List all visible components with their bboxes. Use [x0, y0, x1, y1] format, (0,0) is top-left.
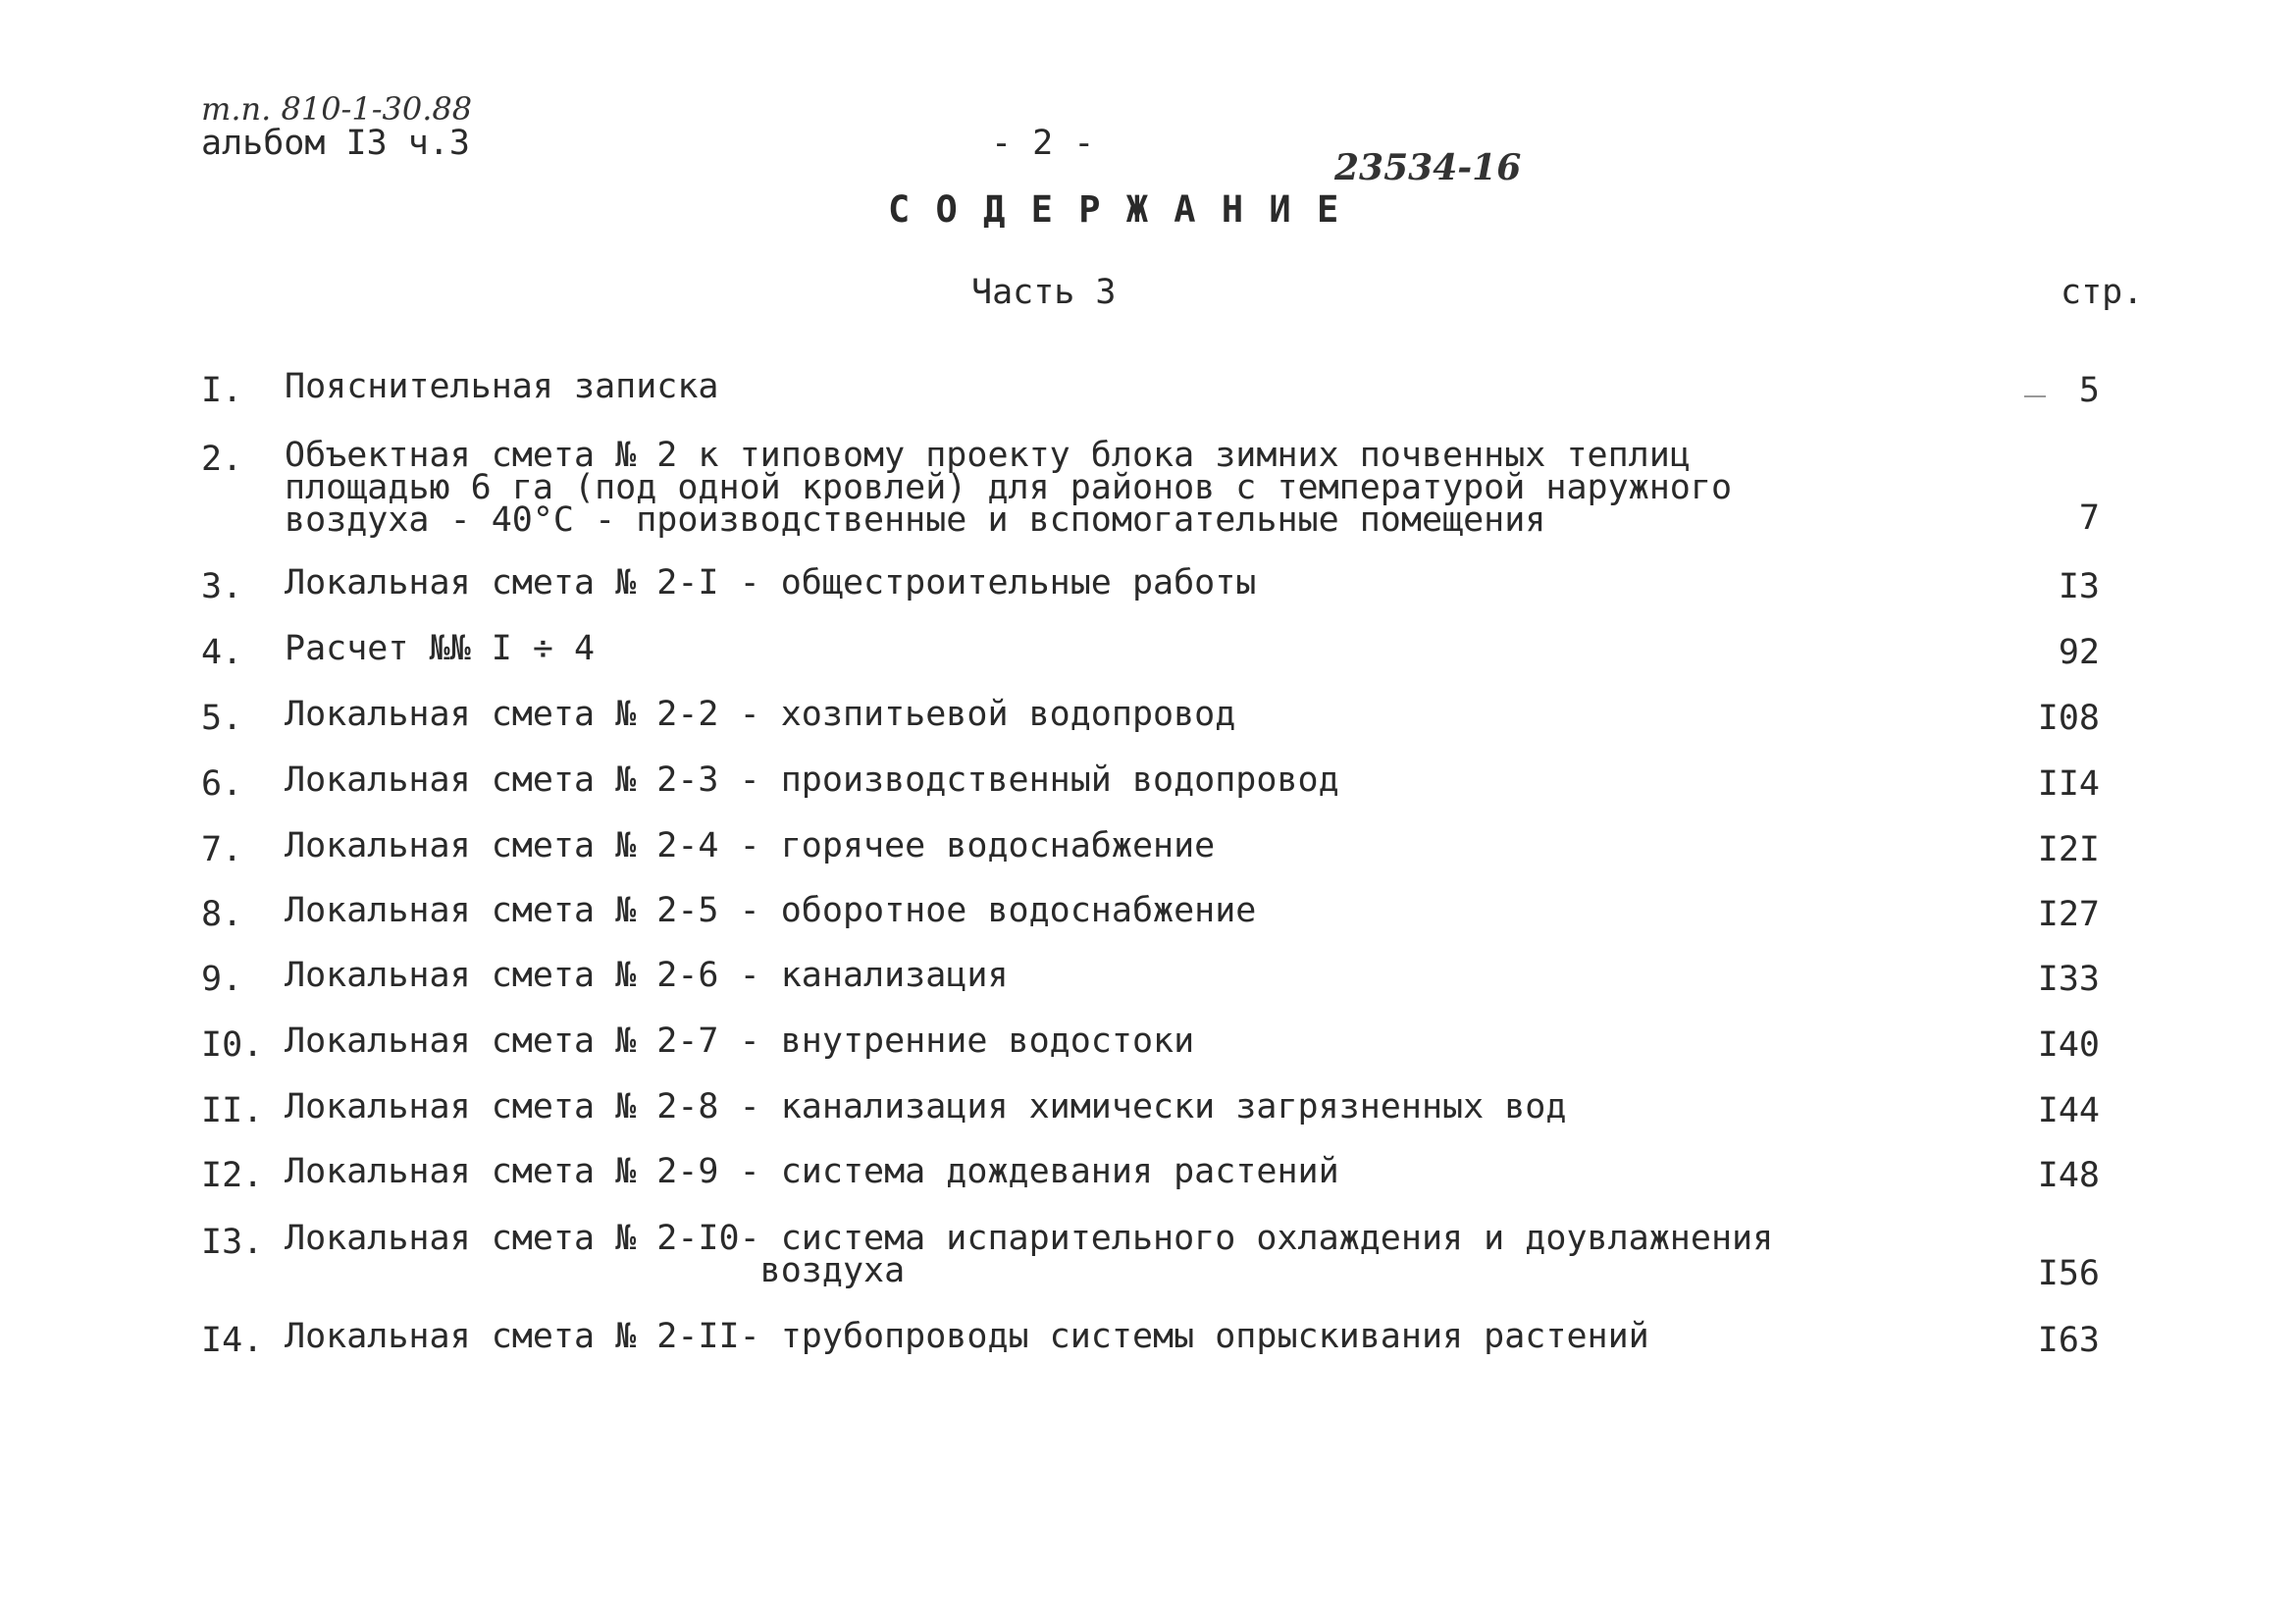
toc-entry-number: 3. [201, 567, 243, 606]
toc-entry-text: Локальная смета № 2-I0- система испарительного охлаждения и доувлажнения [285, 1219, 1774, 1258]
toc-entry-text: Локальная смета № 2-9 - система дождевания растений [285, 1152, 1339, 1191]
toc-entry-page: I48 [2037, 1156, 2100, 1195]
scan-mark [2024, 395, 2046, 397]
page-column-header: стр. [2061, 273, 2144, 312]
toc-entry-number: 5. [201, 699, 243, 738]
toc-entry-text: Локальная смета № 2-6 - канализация [285, 956, 1009, 995]
toc-entry-page: I40 [2037, 1025, 2100, 1065]
toc-entry-number: 2. [201, 440, 243, 479]
toc-entry-text: Локальная смета № 2-5 - оборотное водоснабжение [285, 891, 1257, 930]
toc-entry-page: 7 [2078, 498, 2100, 538]
toc-entry-number: 4. [201, 633, 243, 672]
toc-entry-number: I. [201, 371, 243, 410]
toc-entry-number: I0. [201, 1025, 264, 1065]
page-title: С О Д Е Р Ж А Н И Е [888, 188, 1341, 231]
toc-entry-number: 7. [201, 830, 243, 869]
toc-entry-text: Локальная смета № 2-3 - производственный водопровод [285, 760, 1339, 800]
toc-entry-text: воздуха [285, 1251, 906, 1290]
toc-entry-page: I44 [2037, 1091, 2100, 1130]
page-number: - 2 - [991, 124, 1095, 163]
toc-entry-number: 8. [201, 895, 243, 934]
toc-entry-page: I2I [2037, 830, 2100, 869]
handwritten-reference: т.п. 810-1-30.88 [201, 90, 473, 128]
toc-entry-page: I63 [2037, 1321, 2100, 1360]
toc-entry-page: I56 [2037, 1254, 2100, 1293]
toc-entry-text: Локальная смета № 2-2 - хозпитьевой водопровод [285, 695, 1236, 734]
toc-entry-page: II4 [2037, 764, 2100, 804]
toc-entry-page: I27 [2037, 895, 2100, 934]
toc-entry-page: I33 [2037, 960, 2100, 999]
part-label: Часть 3 [971, 273, 1117, 312]
toc-entry-text: Локальная смета № 2-I - общестроительные работы [285, 563, 1257, 602]
toc-entry-number: I3. [201, 1223, 264, 1262]
toc-entry-number: 6. [201, 764, 243, 804]
toc-entry-text: Локальная смета № 2-7 - внутренние водостоки [285, 1022, 1195, 1061]
toc-entry-page: 92 [2058, 633, 2100, 672]
toc-entry-text: Локальная смета № 2-II- трубопроводы системы опрыскивания растений [285, 1317, 1649, 1356]
toc-entry-number: II. [201, 1091, 264, 1130]
toc-entry-text: Расчет №№ I ÷ 4 [285, 629, 596, 668]
toc-entry-number: I2. [201, 1156, 264, 1195]
toc-entry-page: I3 [2058, 567, 2100, 606]
stamp-number: 23534-16 [1334, 147, 1522, 188]
toc-entry-text: воздуха - 40°С - производственные и вспомогательные помещения [285, 500, 1546, 540]
toc-entry-text: площадью 6 га (под одной кровлей) для районов с температурой наружного [285, 468, 1733, 507]
toc-entry-number: 9. [201, 960, 243, 999]
toc-entry-text: Объектная смета № 2 к типовому проекту блока зимних почвенных теплиц [285, 436, 1691, 475]
toc-entry-page: I08 [2037, 699, 2100, 738]
toc-entry-text: Пояснительная записка [285, 367, 719, 406]
album-label: альбом I3 ч.3 [201, 124, 470, 163]
toc-entry-text: Локальная смета № 2-8 - канализация химически загрязненных вод [285, 1087, 1567, 1126]
toc-entry-page: 5 [2078, 371, 2100, 410]
toc-entry-text: Локальная смета № 2-4 - горячее водоснабжение [285, 826, 1216, 865]
toc-entry-number: I4. [201, 1321, 264, 1360]
